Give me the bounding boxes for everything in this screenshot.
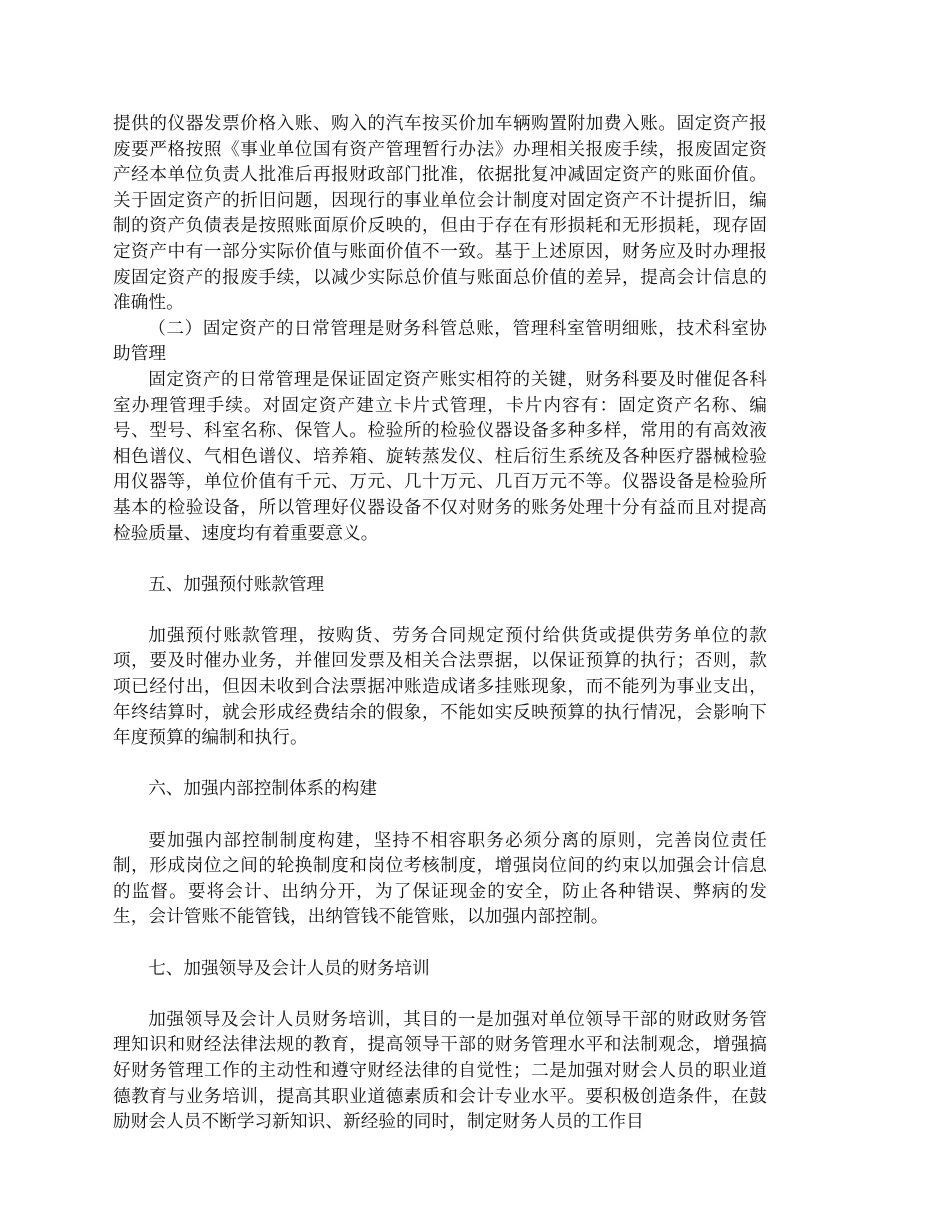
spacer bbox=[113, 547, 767, 573]
paragraph-internal-control: 要加强内部控制制度构建，坚持不相容职务必须分离的原则，完善岗位责任制，形成岗位之间的轮换制度和岗位考核制度，增强岗位间的约束以加强会计信息的监督。要将会计、出纳分开，为了保证现金的安全，防止各种错误、弊病的发生，会计管账不能管钱，出纳管钱不能管账，以加强内部控制。 bbox=[113, 830, 767, 928]
section-heading-prepaid: 五、加强预付账款管理 bbox=[148, 574, 325, 595]
spacer bbox=[113, 931, 767, 957]
section-heading-internal-control: 六、加强内部控制体系的构建 bbox=[148, 779, 377, 800]
section-heading-training: 七、加强领导及会计人员的财务培训 bbox=[148, 958, 430, 979]
spacer bbox=[113, 982, 767, 1008]
paragraph-prepaid: 加强预付账款管理，按购货、劳务合同规定预付给供货或提供劳务单位的款项，要及时催办业务，并催回发票及相关合法票据，以保证预算的执行；否则，款项已经付出，但因未收到合法票据冲账造成诸多挂账现象，而不能列为事业支出，年终结算时，就会形成经费结余的假象，不能如实反映预算的执行情况，会影响下年度预算的编制和执行。 bbox=[113, 625, 767, 749]
paragraph-fixed-asset-disposal: 提供的仪器发票价格入账、购入的汽车按买价加车辆购置附加费入账。固定资产报废要严格按照《事业单位国有资产管理暂行办法》办理相关报废手续，报废固定资产经本单位负责人批准后再报财政部门批准，依据批复冲减固定资产的账面价值。关于固定资产的折旧问题，因现行的事业单位会计制度对固定资产不计提折旧，编制的资产负债表是按照账面原价反映的，但由于存在有形损耗和无形损耗，现存固定资产中有一部分实际价值与账面价值不一致。基于上述原因，财务应及时办理报废固定资产的报废手续，以减少实际总价值与账面总价值的差异，提高会计信息的准确性。 bbox=[113, 114, 767, 314]
subsection-heading-daily-management: （二）固定资产的日常管理是财务科管总账，管理科室管明细账，技术科室协助管理 bbox=[113, 318, 767, 365]
spacer bbox=[113, 803, 767, 829]
spacer bbox=[113, 752, 767, 778]
document-page bbox=[113, 112, 767, 1136]
spacer bbox=[113, 598, 767, 624]
paragraph-daily-management: 固定资产的日常管理是保证固定资产账实相符的关键，财务科要及时催促各科室办理管理手续。对固定资产建立卡片式管理，卡片内容有：固定资产名称、编号、型号、科室名称、保管人。检验所的检验仪器设备多种多样，常用的有高效液相色谱仪、气相色谱仪、培养箱、旋转蒸发仪、柱后衍生系统及各种医疗器械检验用仪器等，单位价值有千元、万元、几十万元、几百万元不等。仪器设备是检验所基本的检验设备，所以管理好仪器设备不仅对财务的账务处理十分有益而且对提高检验质量、速度均有着重要意义。 bbox=[113, 369, 767, 544]
paragraph-training: 加强领导及会计人员财务培训，其目的一是加强对单位领导干部的财政财务管理知识和财经法律法规的教育，提高领导干部的财务管理水平和法制观念，增强搞好财务管理工作的主动性和遵守财经法律的自觉性；二是加强对财会人员的职业道德教育与业务培训，提高其职业道德素质和会计专业水平。要积极创造条件，在鼓励财会人员不断学习新知识、新经验的同时，制定财务人员的工作目 bbox=[113, 1009, 767, 1133]
